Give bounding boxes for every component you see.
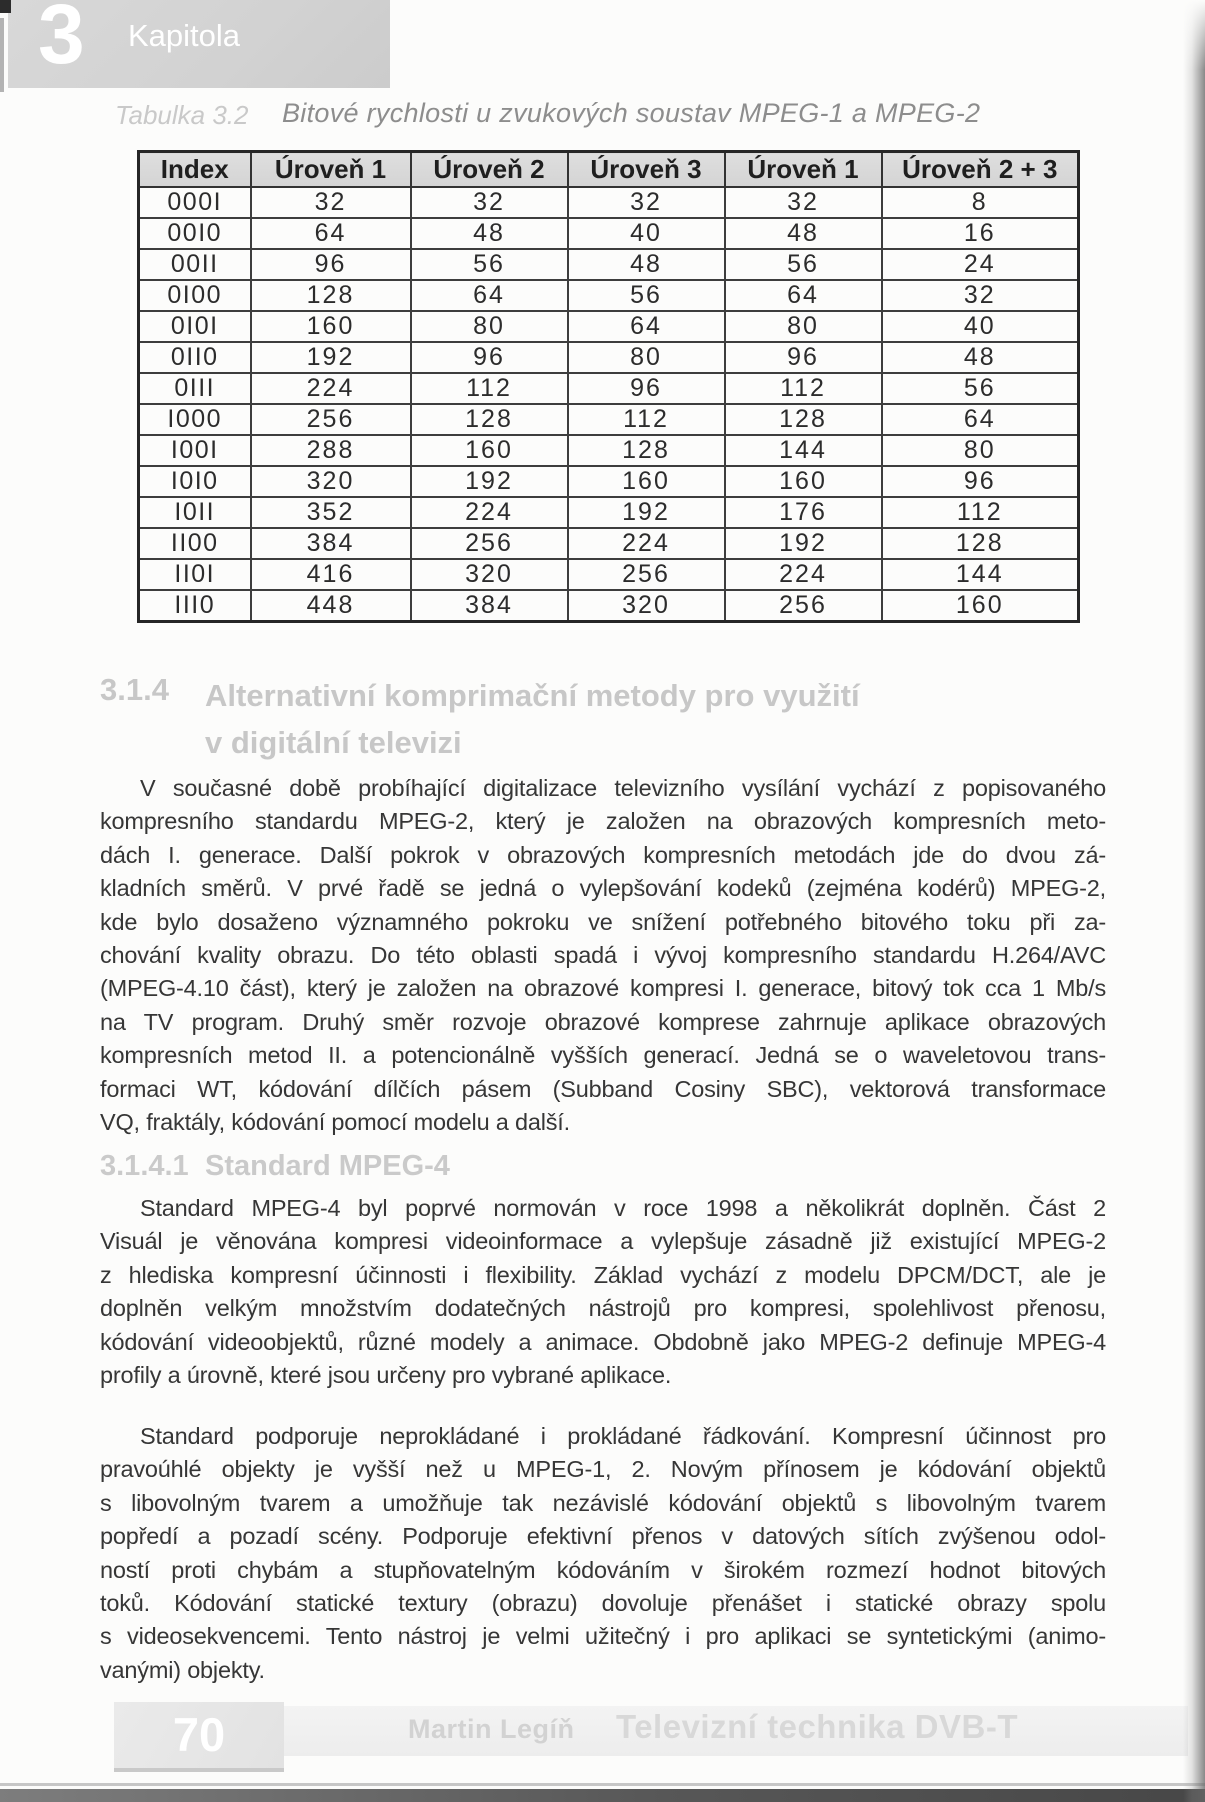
section-title-line1: Alternativní komprimační metody pro využití	[205, 678, 860, 713]
table-cell: 128	[725, 404, 882, 435]
table-cell: 56	[568, 280, 725, 311]
table-caption-title: Bitové rychlosti u zvukových soustav MPEG-1 a MPEG-2	[282, 98, 981, 128]
paragraph-line: na TV program. Druhý směr rozvoje obrazové komprese zahrnuje aplikace obrazových	[100, 1008, 1106, 1035]
body-paragraph	[100, 1420, 1106, 1687]
body-paragraph	[100, 1192, 1106, 1392]
chapter-label: Kapitola	[128, 18, 241, 53]
table-header-cell: Úroveň 2 + 3	[882, 152, 1079, 188]
table-cell: 128	[411, 404, 568, 435]
index-cell: II0I	[139, 559, 251, 590]
table-cell: 56	[725, 249, 882, 280]
table-cell: 56	[882, 373, 1079, 404]
paragraph-line: doplněn velkým množstvím dodatečných nástrojů pro kompresi, spolehlivost přenosu,	[100, 1295, 1106, 1322]
table-cell: 80	[882, 435, 1079, 466]
table-header-row	[139, 152, 1079, 188]
bitrate-table	[137, 150, 1080, 623]
table-cell: 48	[568, 249, 725, 280]
table-cell: 160	[251, 311, 411, 342]
paragraph-line: s videosekvencemi. Tento nástroj je velmi užitečný i pro aplikaci se syntetickými (animo-	[100, 1623, 1106, 1650]
table-row	[139, 342, 1079, 373]
index-cell: 00II	[139, 249, 251, 280]
scan-bottom-bar	[0, 1789, 1205, 1802]
table-cell: 192	[251, 342, 411, 373]
table-cell: 320	[411, 559, 568, 590]
table-cell: 160	[568, 466, 725, 497]
table-cell: 160	[725, 466, 882, 497]
table-cell: 128	[568, 435, 725, 466]
table-cell: 64	[725, 280, 882, 311]
paragraph-line: dách I. generace. Další pokrok v obrazových kompresních metodách jde do dvou zá-	[100, 841, 1106, 868]
table-cell: 32	[411, 187, 568, 218]
table-cell: 96	[251, 249, 411, 280]
table-cell: 80	[725, 311, 882, 342]
paragraph-line: kde bylo dosaženo významného pokroku ve snížení potřebného bitového toku při za-	[100, 908, 1106, 935]
paragraph-line: kladních směrů. V prvé řadě se jedná o vylepšování kodeků (zejména kodérů) MPEG-2,	[100, 875, 1106, 902]
table-row	[139, 280, 1079, 311]
table-cell: 256	[251, 404, 411, 435]
table-cell: 64	[251, 218, 411, 249]
paragraph-line: Standard podporuje neprokládané i prokládané řádkování. Kompresní účinnost pro	[140, 1423, 1106, 1449]
paragraph-line: Standard MPEG-4 byl poprvé normován v roce 1998 a několikrát doplněn. Část 2	[140, 1195, 1106, 1221]
table-cell: 48	[725, 218, 882, 249]
paragraph-line: vanými) objekty.	[100, 1656, 265, 1683]
table-cell: 128	[882, 528, 1079, 559]
index-cell: 0III	[139, 373, 251, 404]
table-header-cell: Index	[139, 152, 251, 188]
footer-author: Martin Legíň	[408, 1714, 575, 1744]
table-row	[139, 404, 1079, 435]
table-cell: 224	[251, 373, 411, 404]
table-cell: 384	[411, 590, 568, 622]
index-cell: I00I	[139, 435, 251, 466]
table-row	[139, 187, 1079, 218]
paragraph-line: ností proti chybám a stupňovatelným kódováním v širokém rozmezí hodnot bitových	[100, 1556, 1106, 1583]
table-cell: 224	[725, 559, 882, 590]
table-row	[139, 249, 1079, 280]
table-row	[139, 218, 1079, 249]
table-cell: 32	[882, 280, 1079, 311]
table-header-cell: Úroveň 3	[568, 152, 725, 188]
table-cell: 112	[568, 404, 725, 435]
table-cell: 32	[725, 187, 882, 218]
paragraph-line: Visuál je věnována kompresi videoinformace a vylepšuje zásadně již existující MPEG-2	[100, 1228, 1106, 1255]
table-cell: 288	[251, 435, 411, 466]
subsection-number: 3.1.4.1	[100, 1150, 189, 1182]
paragraph-line: pravoúhlé objekty je vyšší než u MPEG-1, 2. Novým přínosem je kódování objektů	[100, 1456, 1106, 1483]
table-cell: 128	[251, 280, 411, 311]
table-cell: 64	[411, 280, 568, 311]
table-row	[139, 559, 1079, 590]
subsection-heading	[100, 1150, 450, 1183]
index-cell: 00I0	[139, 218, 251, 249]
table-cell: 64	[568, 311, 725, 342]
table-caption-label: Tabulka 3.2	[115, 100, 249, 130]
table-row	[139, 497, 1079, 528]
paragraph-line: z hlediska kompresní účinnosti i flexibility. Základ vychází z modelu DPCM/DCT, ale je	[100, 1261, 1106, 1288]
paragraph-line: popředí a pozadí scény. Podporuje efektivní přenos v datových sítích zvýšenou odol-	[100, 1523, 1106, 1550]
section-title-line2: v digitální televizi	[205, 725, 462, 760]
table-cell: 96	[568, 373, 725, 404]
table-cell: 112	[725, 373, 882, 404]
index-cell: I0II	[139, 497, 251, 528]
index-cell: 0I0I	[139, 311, 251, 342]
table-row	[139, 373, 1079, 404]
table-cell: 48	[411, 218, 568, 249]
paragraph-line: kompresního standardu MPEG-2, který je založen na obrazových kompresních meto-	[100, 808, 1106, 835]
table-cell: 40	[568, 218, 725, 249]
table-cell: 96	[882, 466, 1079, 497]
table-row	[139, 528, 1079, 559]
table-header-cell: Úroveň 1	[725, 152, 882, 188]
paragraph-line: profily a úrovně, které jsou určeny pro vybrané aplikace.	[100, 1362, 672, 1389]
table-cell: 144	[725, 435, 882, 466]
table-cell: 320	[568, 590, 725, 622]
paragraph-line: VQ, fraktály, kódování pomocí modelu a další.	[100, 1109, 570, 1136]
table-cell: 352	[251, 497, 411, 528]
table-cell: 192	[411, 466, 568, 497]
scan-right-shadow-fade	[1183, 0, 1205, 70]
table-header-cell: Úroveň 1	[251, 152, 411, 188]
table-header-cell: Úroveň 2	[411, 152, 568, 188]
table-cell: 32	[568, 187, 725, 218]
paragraph-line: toků. Kódování statické textury (obrazu) dovoluje přenášet i statické obrazy spolu	[100, 1590, 1106, 1617]
chapter-number: 3	[38, 0, 85, 81]
index-cell: III0	[139, 590, 251, 622]
scan-right-shadow	[1183, 0, 1205, 1802]
scan-edge-sliver	[0, 18, 4, 92]
index-cell: I0I0	[139, 466, 251, 497]
paragraph-line: V současné době probíhající digitalizace televizního vysílání vychází z popisovaného	[140, 775, 1106, 801]
table-cell: 192	[568, 497, 725, 528]
table-cell: 8	[882, 187, 1079, 218]
section-title	[205, 672, 860, 766]
page-number: 70	[172, 1708, 226, 1761]
table-cell: 40	[882, 311, 1079, 342]
table-row	[139, 466, 1079, 497]
table-body	[139, 187, 1079, 622]
table-cell: 320	[251, 466, 411, 497]
paragraph-line: s libovolným tvarem a umožňuje tak nezávislé kódování objektů s libovolným tvarem	[100, 1489, 1106, 1516]
section-heading	[100, 672, 860, 766]
table-cell: 80	[411, 311, 568, 342]
table-cell: 80	[568, 342, 725, 373]
table-cell: 16	[882, 218, 1079, 249]
table-cell: 56	[411, 249, 568, 280]
paragraph-line: formaci WT, kódování dílčích pásem (Subband Cosiny SBC), vektorová transformace	[100, 1075, 1106, 1102]
table-row	[139, 311, 1079, 342]
scan-edge-mark	[0, 0, 11, 13]
table-cell: 24	[882, 249, 1079, 280]
paragraph-line: kódování videoobjektů, různé modely a animace. Obdobně jako MPEG-2 definuje MPEG-4	[100, 1328, 1106, 1355]
table-cell: 256	[411, 528, 568, 559]
table-row	[139, 590, 1079, 622]
table-cell: 160	[882, 590, 1079, 622]
table-cell: 192	[725, 528, 882, 559]
section-number: 3.1.4	[100, 672, 169, 707]
table-cell: 448	[251, 590, 411, 622]
scan-bottom-line	[0, 1783, 1205, 1786]
table-cell: 112	[411, 373, 568, 404]
table-cell: 224	[568, 528, 725, 559]
paragraph-line: chování kvality obrazu. Do této oblasti spadá i vývoj kompresního standardu H.264/AVC	[100, 942, 1106, 969]
table-row	[139, 435, 1079, 466]
index-cell: II00	[139, 528, 251, 559]
page-number-box	[114, 1702, 284, 1772]
table-cell: 48	[882, 342, 1079, 373]
paragraph-line: kompresních metod II. a potencionálně vyšších generací. Jedná se o waveletovou trans-	[100, 1042, 1106, 1069]
table-container	[137, 150, 1080, 623]
table-cell: 256	[568, 559, 725, 590]
paragraph-line: (MPEG-4.10 část), který je založen na obrazové kompresi I. generace, bitový tok cca 1 Mb/s	[100, 975, 1106, 1002]
table-cell: 64	[882, 404, 1079, 435]
footer-book-title: Televizní technika DVB-T	[616, 1708, 1018, 1745]
table-cell: 160	[411, 435, 568, 466]
table-cell: 224	[411, 497, 568, 528]
index-cell: 0I00	[139, 280, 251, 311]
table-cell: 416	[251, 559, 411, 590]
index-cell: 000I	[139, 187, 251, 218]
table-cell: 144	[882, 559, 1079, 590]
table-cell: 96	[725, 342, 882, 373]
index-cell: 0II0	[139, 342, 251, 373]
table-cell: 384	[251, 528, 411, 559]
table-cell: 96	[411, 342, 568, 373]
index-cell: I000	[139, 404, 251, 435]
table-cell: 176	[725, 497, 882, 528]
table-cell: 112	[882, 497, 1079, 528]
subsection-title: Standard MPEG-4	[205, 1150, 450, 1182]
table-cell: 256	[725, 590, 882, 622]
body-paragraph	[100, 772, 1106, 1139]
chapter-header	[8, 0, 390, 88]
table-cell: 32	[251, 187, 411, 218]
